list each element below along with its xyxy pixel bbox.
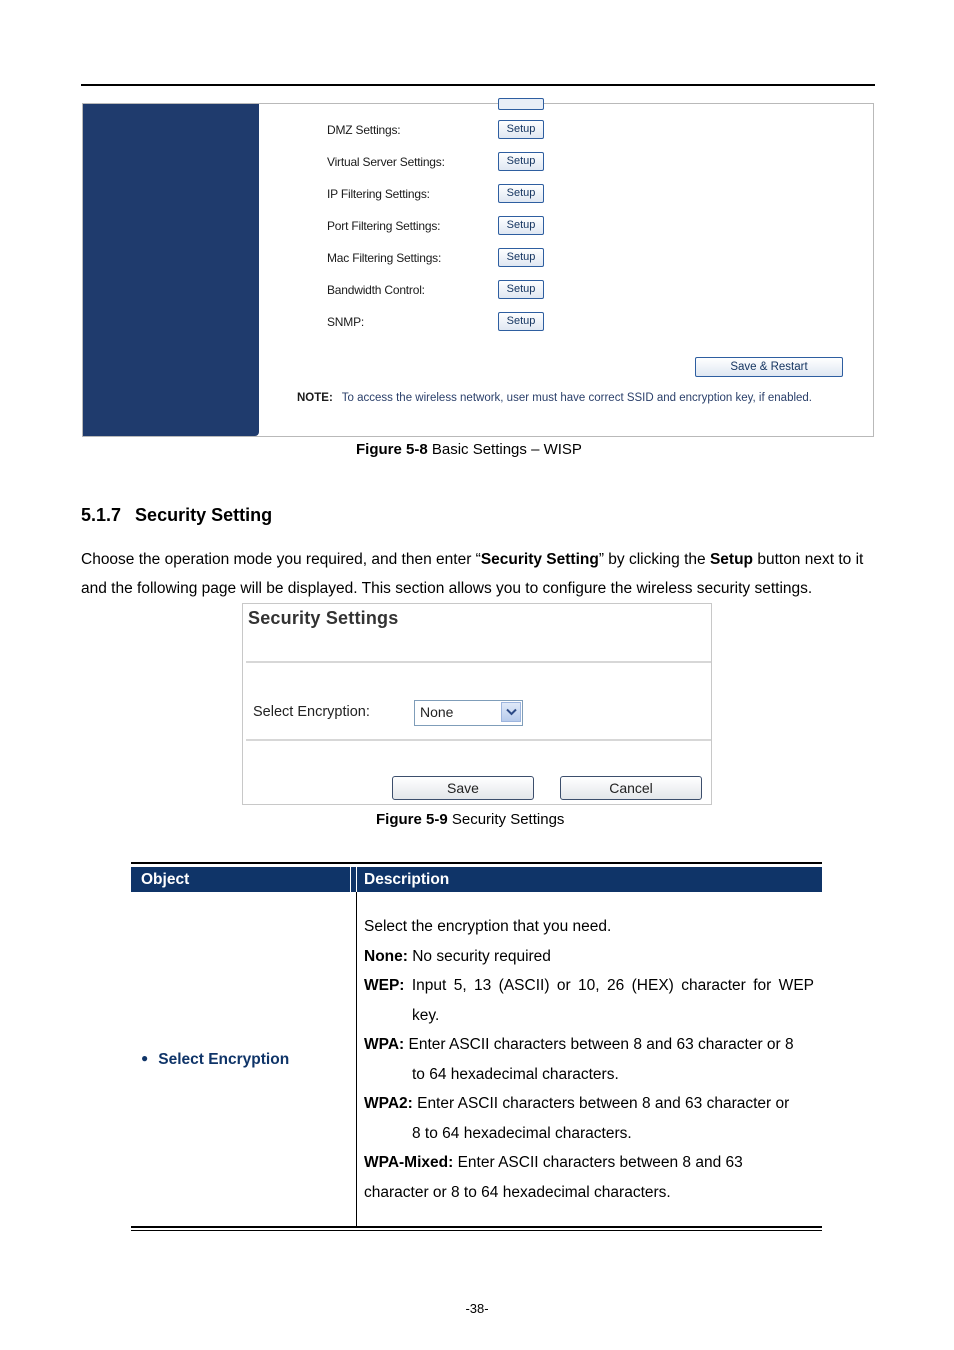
object-select-encryption: Select Encryption [158,1051,290,1068]
encryption-select-value: None [420,704,454,720]
desc-wpa-key: WPA: [364,1036,405,1053]
para-bold-setup: Setup [709,551,754,568]
encryption-select[interactable] [414,700,523,726]
save-restart-button[interactable]: Save & Restart [695,357,843,377]
mac-filtering-label: Mac Filtering Settings: [327,251,442,265]
table-top-rule [131,862,822,864]
desc-wpa [364,1030,814,1060]
divider [246,739,711,741]
desc-none-value: No security required [407,947,551,965]
table-row-description [364,912,814,1207]
ip-filtering-setup-button[interactable]: Setup [498,184,544,203]
desc-wpa2-key: WPA2: [364,1095,413,1112]
header-separator [356,867,357,892]
page-number: -38- [465,1301,489,1316]
ip-filtering-row [327,184,557,204]
snmp-label: SNMP: [327,315,365,329]
port-filtering-row [327,216,557,236]
snmp-setup-button[interactable]: Setup [498,312,544,331]
virtual-server-row [327,152,557,172]
desc-none-key: None: [364,947,408,965]
security-settings-title: Security Settings [248,608,399,628]
dmz-setup-button[interactable]: Setup [498,120,544,139]
port-filtering-label: Port Filtering Settings: [327,219,441,233]
desc-wpa2-value: Enter ASCII characters between 8 and 63 character or [412,1095,790,1112]
note-text: To access the wireless network, user must have correct SSID and encryption key, if enabled. [341,392,813,404]
column-separator [356,892,357,1227]
mac-filtering-setup-button[interactable]: Setup [498,248,544,267]
note-label: NOTE: [297,392,333,404]
para-bold-security-setting: Security Setting [480,551,599,568]
divider [246,661,711,663]
desc-wep-key: WEP: [364,977,405,994]
desc-wpa-cont: to 64 hexadecimal characters. [412,1065,619,1083]
section-number: 5.1.7 [81,505,122,525]
desc-none [364,942,814,972]
table-header [131,867,822,892]
desc-wpa-mixed-key: WPA-Mixed: [364,1154,454,1171]
figure-5-8-caption [356,441,582,458]
ip-filtering-label: IP Filtering Settings: [327,187,430,201]
desc-wpa-mixed [364,1148,814,1178]
cancel-button[interactable]: Cancel [560,776,702,800]
desc-wep-cont: key. [412,1006,440,1024]
figure-5-8-number: Figure 5-8 [356,441,428,458]
desc-wpa-mixed-cont: character or 8 to 64 hexadecimal characters. [364,1183,671,1201]
bandwidth-control-setup-button[interactable]: Setup [498,280,544,299]
figure-5-9-number: Figure 5-9 [376,811,448,828]
dmz-settings-label: DMZ Settings: [327,123,401,137]
section-heading [81,505,272,526]
setup-button-partial[interactable] [498,98,544,110]
port-filtering-setup-button[interactable]: Setup [498,216,544,235]
bandwidth-control-row [327,280,557,300]
table-row-object [141,1051,289,1069]
para-text-1: Choose the operation mode you required, and then enter “ [81,551,481,568]
column-header-description: Description [364,871,450,888]
snmp-row [327,312,557,332]
desc-wep-value: Input 5, 13 (ASCII) or 10, 26 (HEX) character for WEP [404,977,814,994]
header-rule [81,84,875,86]
figure-5-9-caption [376,811,564,828]
bullet-icon: ● [141,1051,149,1065]
section-title: Security Setting [135,505,273,525]
chevron-down-icon[interactable] [501,702,521,722]
mac-filtering-row [327,248,557,268]
bandwidth-control-label: Bandwidth Control: [327,283,425,297]
note [297,392,812,404]
select-encryption-label: Select Encryption: [253,704,370,720]
virtual-server-label: Virtual Server Settings: [327,155,445,169]
desc-wpa-mixed-value: Enter ASCII characters between 8 and 63 [453,1154,743,1171]
figure-5-9-title: Security Settings [447,811,565,828]
desc-intro: Select the encryption that you need. [364,918,612,935]
header-separator [350,867,351,892]
figure-5-8-title: Basic Settings – WISP [427,441,582,458]
para-text-3: button next to it and the following page will be displayed. This section allows you to configure the wireless security settings. [81,551,864,597]
nav-sidebar [83,104,259,436]
column-header-object: Object [141,871,190,888]
basic-settings-screenshot [82,103,874,437]
dmz-settings-row [327,120,557,140]
security-settings-screenshot [242,603,712,805]
desc-wpa-value: Enter ASCII characters between 8 and 63 character or 8 [404,1036,794,1053]
desc-wpa2-cont: 8 to 64 hexadecimal characters. [412,1124,632,1142]
desc-wep [364,971,814,1001]
intro-paragraph [81,545,881,603]
save-button[interactable]: Save [392,776,534,800]
table-bottom-rule [131,1226,822,1228]
para-text-2: ” by clicking the [598,551,710,568]
table-bottom-rule [131,1230,822,1231]
desc-wpa2 [364,1089,814,1119]
virtual-server-setup-button[interactable]: Setup [498,152,544,171]
